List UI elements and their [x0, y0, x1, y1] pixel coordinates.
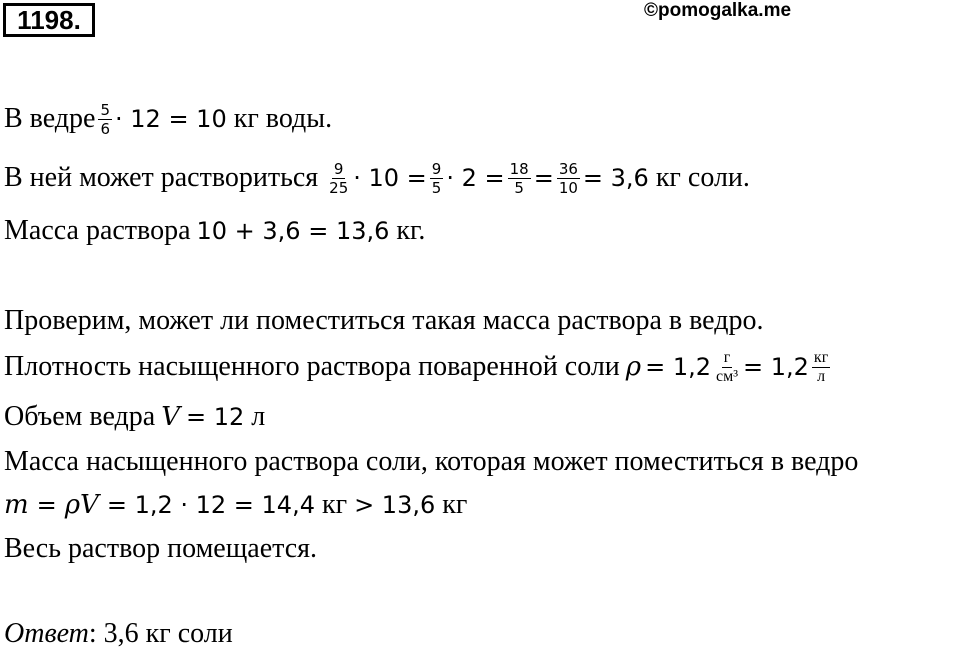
- solution-line-2: [4, 158, 750, 198]
- text: :: [88, 618, 97, 649]
- numerator: г: [723, 348, 731, 366]
- math-expression: =: [36, 491, 57, 519]
- fraction: [98, 101, 112, 138]
- math-expression: = 1,2: [645, 353, 711, 381]
- text: В ведре: [4, 103, 96, 134]
- solution-line-4: [4, 301, 764, 341]
- answer-line: [4, 614, 233, 654]
- problem-number: 1198.: [3, 3, 95, 37]
- text: Объем ведра: [4, 401, 156, 432]
- math-expression: = 3,6: [582, 164, 649, 192]
- volume-symbol: V: [161, 402, 180, 432]
- denominator: 10: [558, 178, 578, 197]
- numerator: 9: [431, 159, 442, 178]
- math-expression: =: [533, 164, 554, 192]
- math-expression: 10 + 3,6 = 13,6: [196, 217, 390, 245]
- text: кг.: [389, 215, 426, 246]
- solution-line-9: [4, 529, 317, 569]
- site-watermark: ©pomogalka.me: [644, 0, 792, 21]
- math-expression: = 1,2 · 12 = 14,4: [106, 491, 315, 519]
- text: Весь раствор помещается.: [4, 533, 318, 564]
- denominator: 5: [431, 178, 442, 197]
- solution-line-3: [4, 211, 425, 251]
- solution-line-6: [4, 397, 265, 437]
- solution-line-7: [4, 442, 858, 482]
- numerator: 36: [558, 159, 578, 178]
- text: кг соли.: [648, 162, 750, 193]
- text: Проверим, может ли поместиться такая масса раствора в ведро.: [4, 305, 764, 336]
- math-expression: = 1,2: [743, 353, 809, 381]
- solution-line-5: [4, 347, 833, 387]
- denominator: л: [817, 367, 826, 385]
- math-expression: · 10 =: [353, 164, 427, 192]
- numerator: 18: [509, 159, 529, 178]
- answer-text: 3,6 кг соли: [96, 618, 233, 649]
- math-expression: · 2 =: [446, 164, 505, 192]
- text: В ней может раствориться: [4, 162, 319, 193]
- fraction: [714, 349, 740, 386]
- rho-symbol: ρ: [625, 352, 642, 382]
- denominator: 25: [329, 178, 349, 197]
- solution-line-1: [4, 99, 332, 139]
- rho-v-symbol: ρV: [64, 490, 99, 520]
- text: кг: [314, 489, 355, 520]
- text: Масса насыщенного раствора соли, которая может поместиться в ведро: [4, 446, 859, 477]
- math-expression: > 13,6: [354, 491, 436, 519]
- denominator: 6: [100, 119, 111, 138]
- math-expression: = 12: [185, 403, 245, 431]
- fraction: [430, 160, 444, 197]
- fraction: [508, 160, 531, 197]
- text: кг воды.: [226, 103, 333, 134]
- fraction: [812, 349, 830, 386]
- denominator: 5: [514, 178, 524, 197]
- numerator: 9: [333, 159, 344, 178]
- math-expression: · 12 = 10: [115, 105, 227, 133]
- denominator: см³: [715, 367, 739, 385]
- mass-symbol: m: [4, 490, 29, 520]
- fraction: [327, 160, 350, 197]
- solution-line-8: [4, 485, 467, 525]
- numerator: кг: [813, 348, 829, 366]
- answer-label: Ответ: [4, 618, 89, 649]
- text: Плотность насыщенного раствора поваренной соли: [4, 351, 620, 382]
- text: кг: [435, 489, 468, 520]
- numerator: 5: [100, 100, 111, 119]
- text: Масса раствора: [4, 215, 191, 246]
- text: л: [244, 401, 266, 432]
- fraction: [557, 160, 580, 197]
